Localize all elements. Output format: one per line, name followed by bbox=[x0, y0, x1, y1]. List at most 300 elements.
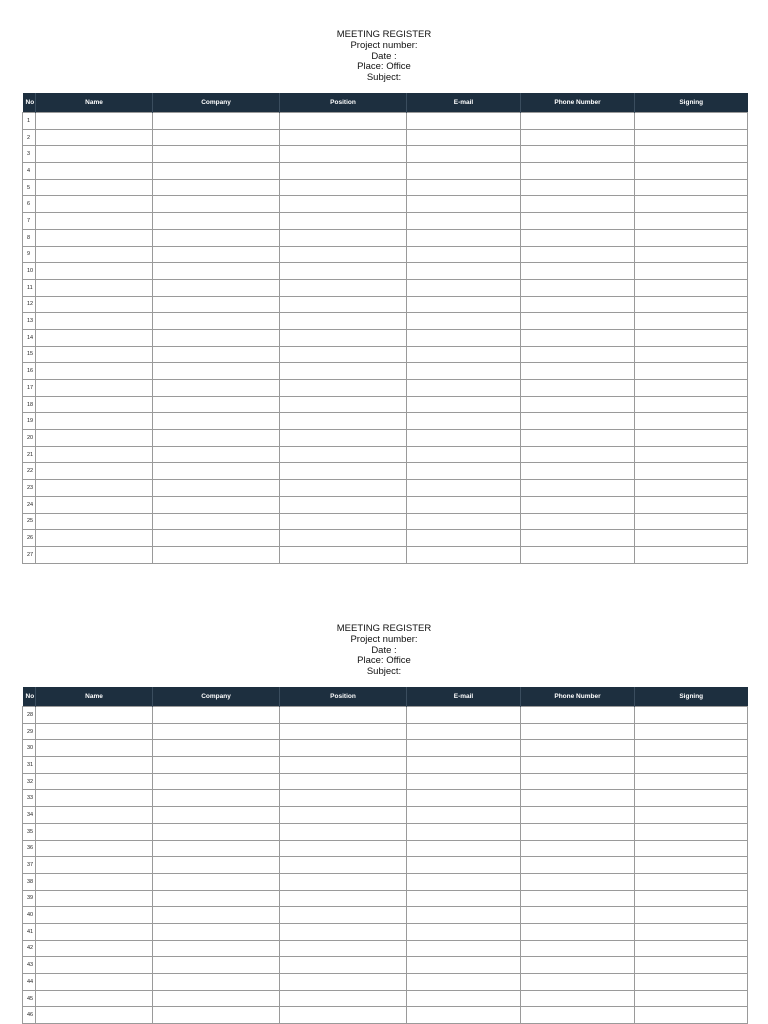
signing-cell[interactable] bbox=[635, 129, 748, 146]
name-cell[interactable] bbox=[36, 163, 153, 180]
row-number: 46 bbox=[23, 1007, 36, 1024]
column-header-no: No bbox=[23, 687, 36, 707]
signing-cell[interactable] bbox=[635, 707, 748, 724]
position-cell[interactable] bbox=[280, 246, 407, 263]
position-cell[interactable] bbox=[280, 513, 407, 530]
phone-cell[interactable] bbox=[521, 807, 635, 824]
name-cell[interactable] bbox=[36, 246, 153, 263]
email-cell[interactable] bbox=[407, 907, 521, 924]
company-cell[interactable] bbox=[153, 363, 280, 380]
table-row bbox=[23, 907, 748, 924]
signing-cell[interactable] bbox=[635, 1007, 748, 1024]
position-cell[interactable] bbox=[280, 163, 407, 180]
phone-cell[interactable] bbox=[521, 907, 635, 924]
position-cell[interactable] bbox=[280, 840, 407, 857]
company-cell[interactable] bbox=[153, 263, 280, 280]
phone-cell[interactable] bbox=[521, 146, 635, 163]
email-cell[interactable] bbox=[407, 957, 521, 974]
company-cell[interactable] bbox=[153, 413, 280, 430]
phone-cell[interactable] bbox=[521, 790, 635, 807]
email-cell[interactable] bbox=[407, 196, 521, 213]
position-cell[interactable] bbox=[280, 296, 407, 313]
phone-cell[interactable] bbox=[521, 163, 635, 180]
row-number: 33 bbox=[23, 790, 36, 807]
position-cell[interactable] bbox=[280, 229, 407, 246]
signing-cell[interactable] bbox=[635, 974, 748, 991]
position-cell[interactable] bbox=[280, 757, 407, 774]
phone-cell[interactable] bbox=[521, 974, 635, 991]
phone-cell[interactable] bbox=[521, 179, 635, 196]
phone-cell[interactable] bbox=[521, 990, 635, 1007]
position-cell[interactable] bbox=[280, 530, 407, 547]
phone-cell[interactable] bbox=[521, 530, 635, 547]
email-cell[interactable] bbox=[407, 940, 521, 957]
signing-cell[interactable] bbox=[635, 446, 748, 463]
phone-cell[interactable] bbox=[521, 446, 635, 463]
name-cell[interactable] bbox=[36, 890, 153, 907]
signing-cell[interactable] bbox=[635, 263, 748, 280]
register-title: MEETING REGISTER bbox=[336, 29, 432, 40]
email-cell[interactable] bbox=[407, 1007, 521, 1024]
name-cell[interactable] bbox=[36, 430, 153, 447]
signing-cell[interactable] bbox=[635, 213, 748, 230]
name-cell[interactable] bbox=[36, 546, 153, 563]
position-cell[interactable] bbox=[280, 940, 407, 957]
table-row bbox=[23, 329, 748, 346]
name-cell[interactable] bbox=[36, 807, 153, 824]
email-cell[interactable] bbox=[407, 513, 521, 530]
name-cell[interactable] bbox=[36, 129, 153, 146]
company-cell[interactable] bbox=[153, 940, 280, 957]
position-cell[interactable] bbox=[280, 263, 407, 280]
phone-cell[interactable] bbox=[521, 113, 635, 130]
email-cell[interactable] bbox=[407, 790, 521, 807]
signing-cell[interactable] bbox=[635, 363, 748, 380]
name-cell[interactable] bbox=[36, 413, 153, 430]
email-cell[interactable] bbox=[407, 857, 521, 874]
table-row bbox=[23, 279, 748, 296]
phone-cell[interactable] bbox=[521, 1007, 635, 1024]
position-cell[interactable] bbox=[280, 496, 407, 513]
company-cell[interactable] bbox=[153, 279, 280, 296]
company-cell[interactable] bbox=[153, 463, 280, 480]
name-cell[interactable] bbox=[36, 329, 153, 346]
name-cell[interactable] bbox=[36, 757, 153, 774]
company-cell[interactable] bbox=[153, 163, 280, 180]
phone-cell[interactable] bbox=[521, 957, 635, 974]
position-cell[interactable] bbox=[280, 380, 407, 397]
position-cell[interactable] bbox=[280, 990, 407, 1007]
company-cell[interactable] bbox=[153, 907, 280, 924]
name-cell[interactable] bbox=[36, 380, 153, 397]
email-cell[interactable] bbox=[407, 279, 521, 296]
signing-cell[interactable] bbox=[635, 496, 748, 513]
email-cell[interactable] bbox=[407, 430, 521, 447]
position-cell[interactable] bbox=[280, 923, 407, 940]
company-cell[interactable] bbox=[153, 213, 280, 230]
name-cell[interactable] bbox=[36, 263, 153, 280]
table-row bbox=[23, 923, 748, 940]
name-cell[interactable] bbox=[36, 707, 153, 724]
position-cell[interactable] bbox=[280, 890, 407, 907]
phone-cell[interactable] bbox=[521, 757, 635, 774]
table-row bbox=[23, 363, 748, 380]
signing-cell[interactable] bbox=[635, 940, 748, 957]
name-cell[interactable] bbox=[36, 229, 153, 246]
name-cell[interactable] bbox=[36, 1007, 153, 1024]
company-cell[interactable] bbox=[153, 923, 280, 940]
company-cell[interactable] bbox=[153, 546, 280, 563]
company-cell[interactable] bbox=[153, 496, 280, 513]
position-cell[interactable] bbox=[280, 396, 407, 413]
signing-cell[interactable] bbox=[635, 840, 748, 857]
signing-cell[interactable] bbox=[635, 396, 748, 413]
email-cell[interactable] bbox=[407, 840, 521, 857]
email-cell[interactable] bbox=[407, 146, 521, 163]
company-cell[interactable] bbox=[153, 790, 280, 807]
position-cell[interactable] bbox=[280, 723, 407, 740]
name-cell[interactable] bbox=[36, 907, 153, 924]
company-cell[interactable] bbox=[153, 430, 280, 447]
project-number-label: Project number: bbox=[350, 39, 418, 51]
table-row bbox=[23, 530, 748, 547]
position-cell[interactable] bbox=[280, 279, 407, 296]
name-cell[interactable] bbox=[36, 446, 153, 463]
signing-cell[interactable] bbox=[635, 723, 748, 740]
signing-cell[interactable] bbox=[635, 329, 748, 346]
email-cell[interactable] bbox=[407, 446, 521, 463]
email-cell[interactable] bbox=[407, 463, 521, 480]
column-header-name: Name bbox=[36, 687, 153, 707]
name-cell[interactable] bbox=[36, 957, 153, 974]
position-cell[interactable] bbox=[280, 346, 407, 363]
signing-cell[interactable] bbox=[635, 923, 748, 940]
signing-cell[interactable] bbox=[635, 380, 748, 397]
position-cell[interactable] bbox=[280, 129, 407, 146]
position-cell[interactable] bbox=[280, 413, 407, 430]
position-cell[interactable] bbox=[280, 329, 407, 346]
position-cell[interactable] bbox=[280, 857, 407, 874]
name-cell[interactable] bbox=[36, 773, 153, 790]
position-cell[interactable] bbox=[280, 446, 407, 463]
signing-cell[interactable] bbox=[635, 773, 748, 790]
name-cell[interactable] bbox=[36, 923, 153, 940]
company-cell[interactable] bbox=[153, 446, 280, 463]
name-cell[interactable] bbox=[36, 296, 153, 313]
phone-cell[interactable] bbox=[521, 129, 635, 146]
signing-cell[interactable] bbox=[635, 480, 748, 497]
company-cell[interactable] bbox=[153, 757, 280, 774]
name-cell[interactable] bbox=[36, 530, 153, 547]
company-cell[interactable] bbox=[153, 329, 280, 346]
position-cell[interactable] bbox=[280, 790, 407, 807]
phone-cell[interactable] bbox=[521, 940, 635, 957]
email-cell[interactable] bbox=[407, 296, 521, 313]
email-cell[interactable] bbox=[407, 113, 521, 130]
position-cell[interactable] bbox=[280, 957, 407, 974]
company-cell[interactable] bbox=[153, 380, 280, 397]
signing-cell[interactable] bbox=[635, 346, 748, 363]
company-cell[interactable] bbox=[153, 773, 280, 790]
phone-cell[interactable] bbox=[521, 840, 635, 857]
email-cell[interactable] bbox=[407, 263, 521, 280]
position-cell[interactable] bbox=[280, 1007, 407, 1024]
email-cell[interactable] bbox=[407, 890, 521, 907]
phone-cell[interactable] bbox=[521, 923, 635, 940]
phone-cell[interactable] bbox=[521, 296, 635, 313]
signing-cell[interactable] bbox=[635, 229, 748, 246]
email-cell[interactable] bbox=[407, 873, 521, 890]
table-row bbox=[23, 313, 748, 330]
name-cell[interactable] bbox=[36, 840, 153, 857]
phone-cell[interactable] bbox=[521, 246, 635, 263]
signing-cell[interactable] bbox=[635, 313, 748, 330]
name-cell[interactable] bbox=[36, 346, 153, 363]
email-cell[interactable] bbox=[407, 757, 521, 774]
company-cell[interactable] bbox=[153, 723, 280, 740]
email-cell[interactable] bbox=[407, 380, 521, 397]
company-cell[interactable] bbox=[153, 807, 280, 824]
company-cell[interactable] bbox=[153, 823, 280, 840]
company-cell[interactable] bbox=[153, 346, 280, 363]
register-table bbox=[22, 93, 748, 564]
email-cell[interactable] bbox=[407, 363, 521, 380]
signing-cell[interactable] bbox=[635, 546, 748, 563]
phone-cell[interactable] bbox=[521, 463, 635, 480]
row-number: 34 bbox=[23, 807, 36, 824]
phone-cell[interactable] bbox=[521, 430, 635, 447]
row-number: 40 bbox=[23, 907, 36, 924]
company-cell[interactable] bbox=[153, 1007, 280, 1024]
signing-cell[interactable] bbox=[635, 757, 748, 774]
position-cell[interactable] bbox=[280, 823, 407, 840]
name-cell[interactable] bbox=[36, 723, 153, 740]
signing-cell[interactable] bbox=[635, 246, 748, 263]
email-cell[interactable] bbox=[407, 496, 521, 513]
phone-cell[interactable] bbox=[521, 823, 635, 840]
email-cell[interactable] bbox=[407, 707, 521, 724]
email-cell[interactable] bbox=[407, 530, 521, 547]
signing-cell[interactable] bbox=[635, 807, 748, 824]
name-cell[interactable] bbox=[36, 940, 153, 957]
signing-cell[interactable] bbox=[635, 146, 748, 163]
name-cell[interactable] bbox=[36, 990, 153, 1007]
phone-cell[interactable] bbox=[521, 380, 635, 397]
position-cell[interactable] bbox=[280, 907, 407, 924]
name-cell[interactable] bbox=[36, 740, 153, 757]
company-cell[interactable] bbox=[153, 129, 280, 146]
email-cell[interactable] bbox=[407, 229, 521, 246]
name-cell[interactable] bbox=[36, 313, 153, 330]
phone-cell[interactable] bbox=[521, 707, 635, 724]
position-cell[interactable] bbox=[280, 213, 407, 230]
name-cell[interactable] bbox=[36, 480, 153, 497]
signing-cell[interactable] bbox=[635, 957, 748, 974]
company-cell[interactable] bbox=[153, 246, 280, 263]
name-cell[interactable] bbox=[36, 113, 153, 130]
name-cell[interactable] bbox=[36, 823, 153, 840]
phone-cell[interactable] bbox=[521, 857, 635, 874]
email-cell[interactable] bbox=[407, 546, 521, 563]
email-cell[interactable] bbox=[407, 773, 521, 790]
position-cell[interactable] bbox=[280, 179, 407, 196]
email-cell[interactable] bbox=[407, 723, 521, 740]
row-number: 24 bbox=[23, 496, 36, 513]
company-cell[interactable] bbox=[153, 513, 280, 530]
name-cell[interactable] bbox=[36, 496, 153, 513]
signing-cell[interactable] bbox=[635, 857, 748, 874]
email-cell[interactable] bbox=[407, 129, 521, 146]
company-cell[interactable] bbox=[153, 113, 280, 130]
phone-cell[interactable] bbox=[521, 396, 635, 413]
company-cell[interactable] bbox=[153, 530, 280, 547]
name-cell[interactable] bbox=[36, 146, 153, 163]
name-cell[interactable] bbox=[36, 790, 153, 807]
phone-cell[interactable] bbox=[521, 313, 635, 330]
name-cell[interactable] bbox=[36, 513, 153, 530]
signing-cell[interactable] bbox=[635, 196, 748, 213]
position-cell[interactable] bbox=[280, 113, 407, 130]
phone-cell[interactable] bbox=[521, 496, 635, 513]
email-cell[interactable] bbox=[407, 807, 521, 824]
position-cell[interactable] bbox=[280, 463, 407, 480]
company-cell[interactable] bbox=[153, 707, 280, 724]
table-row bbox=[23, 496, 748, 513]
position-cell[interactable] bbox=[280, 430, 407, 447]
signing-cell[interactable] bbox=[635, 740, 748, 757]
name-cell[interactable] bbox=[36, 463, 153, 480]
email-cell[interactable] bbox=[407, 213, 521, 230]
phone-cell[interactable] bbox=[521, 363, 635, 380]
company-cell[interactable] bbox=[153, 957, 280, 974]
position-cell[interactable] bbox=[280, 363, 407, 380]
name-cell[interactable] bbox=[36, 196, 153, 213]
signing-cell[interactable] bbox=[635, 463, 748, 480]
email-cell[interactable] bbox=[407, 413, 521, 430]
position-cell[interactable] bbox=[280, 196, 407, 213]
email-cell[interactable] bbox=[407, 179, 521, 196]
signing-cell[interactable] bbox=[635, 179, 748, 196]
signing-cell[interactable] bbox=[635, 430, 748, 447]
phone-cell[interactable] bbox=[521, 229, 635, 246]
table-row bbox=[23, 857, 748, 874]
phone-cell[interactable] bbox=[521, 773, 635, 790]
name-cell[interactable] bbox=[36, 974, 153, 991]
company-cell[interactable] bbox=[153, 740, 280, 757]
signing-cell[interactable] bbox=[635, 530, 748, 547]
company-cell[interactable] bbox=[153, 146, 280, 163]
email-cell[interactable] bbox=[407, 396, 521, 413]
signing-cell[interactable] bbox=[635, 113, 748, 130]
signing-cell[interactable] bbox=[635, 413, 748, 430]
phone-cell[interactable] bbox=[521, 213, 635, 230]
company-cell[interactable] bbox=[153, 296, 280, 313]
phone-cell[interactable] bbox=[521, 263, 635, 280]
phone-cell[interactable] bbox=[521, 196, 635, 213]
company-cell[interactable] bbox=[153, 480, 280, 497]
company-cell[interactable] bbox=[153, 196, 280, 213]
signing-cell[interactable] bbox=[635, 279, 748, 296]
position-cell[interactable] bbox=[280, 546, 407, 563]
position-cell[interactable] bbox=[280, 873, 407, 890]
signing-cell[interactable] bbox=[635, 873, 748, 890]
row-number: 29 bbox=[23, 723, 36, 740]
company-cell[interactable] bbox=[153, 396, 280, 413]
company-cell[interactable] bbox=[153, 990, 280, 1007]
company-cell[interactable] bbox=[153, 179, 280, 196]
position-cell[interactable] bbox=[280, 313, 407, 330]
email-cell[interactable] bbox=[407, 740, 521, 757]
phone-cell[interactable] bbox=[521, 413, 635, 430]
position-cell[interactable] bbox=[280, 773, 407, 790]
column-header-phone: Phone Number bbox=[521, 687, 635, 707]
phone-cell[interactable] bbox=[521, 873, 635, 890]
name-cell[interactable] bbox=[36, 363, 153, 380]
phone-cell[interactable] bbox=[521, 346, 635, 363]
table-row bbox=[23, 413, 748, 430]
position-cell[interactable] bbox=[280, 974, 407, 991]
name-cell[interactable] bbox=[36, 279, 153, 296]
name-cell[interactable] bbox=[36, 857, 153, 874]
company-cell[interactable] bbox=[153, 890, 280, 907]
phone-cell[interactable] bbox=[521, 740, 635, 757]
signing-cell[interactable] bbox=[635, 823, 748, 840]
signing-cell[interactable] bbox=[635, 907, 748, 924]
email-cell[interactable] bbox=[407, 990, 521, 1007]
signing-cell[interactable] bbox=[635, 163, 748, 180]
company-cell[interactable] bbox=[153, 313, 280, 330]
phone-cell[interactable] bbox=[521, 546, 635, 563]
position-cell[interactable] bbox=[280, 146, 407, 163]
phone-cell[interactable] bbox=[521, 723, 635, 740]
name-cell[interactable] bbox=[36, 213, 153, 230]
email-cell[interactable] bbox=[407, 974, 521, 991]
name-cell[interactable] bbox=[36, 179, 153, 196]
email-cell[interactable] bbox=[407, 823, 521, 840]
email-cell[interactable] bbox=[407, 246, 521, 263]
signing-cell[interactable] bbox=[635, 296, 748, 313]
position-cell[interactable] bbox=[280, 480, 407, 497]
signing-cell[interactable] bbox=[635, 513, 748, 530]
position-cell[interactable] bbox=[280, 807, 407, 824]
company-cell[interactable] bbox=[153, 840, 280, 857]
place-label: Place: Office bbox=[357, 61, 411, 73]
email-cell[interactable] bbox=[407, 346, 521, 363]
signing-cell[interactable] bbox=[635, 990, 748, 1007]
company-cell[interactable] bbox=[153, 229, 280, 246]
email-cell[interactable] bbox=[407, 329, 521, 346]
position-cell[interactable] bbox=[280, 740, 407, 757]
company-cell[interactable] bbox=[153, 857, 280, 874]
position-cell[interactable] bbox=[280, 707, 407, 724]
row-number: 2 bbox=[23, 129, 36, 146]
email-cell[interactable] bbox=[407, 313, 521, 330]
phone-cell[interactable] bbox=[521, 513, 635, 530]
phone-cell[interactable] bbox=[521, 890, 635, 907]
email-cell[interactable] bbox=[407, 480, 521, 497]
company-cell[interactable] bbox=[153, 873, 280, 890]
company-cell[interactable] bbox=[153, 974, 280, 991]
email-cell[interactable] bbox=[407, 923, 521, 940]
signing-cell[interactable] bbox=[635, 790, 748, 807]
email-cell[interactable] bbox=[407, 163, 521, 180]
signing-cell[interactable] bbox=[635, 890, 748, 907]
name-cell[interactable] bbox=[36, 396, 153, 413]
phone-cell[interactable] bbox=[521, 329, 635, 346]
phone-cell[interactable] bbox=[521, 480, 635, 497]
name-cell[interactable] bbox=[36, 873, 153, 890]
phone-cell[interactable] bbox=[521, 279, 635, 296]
